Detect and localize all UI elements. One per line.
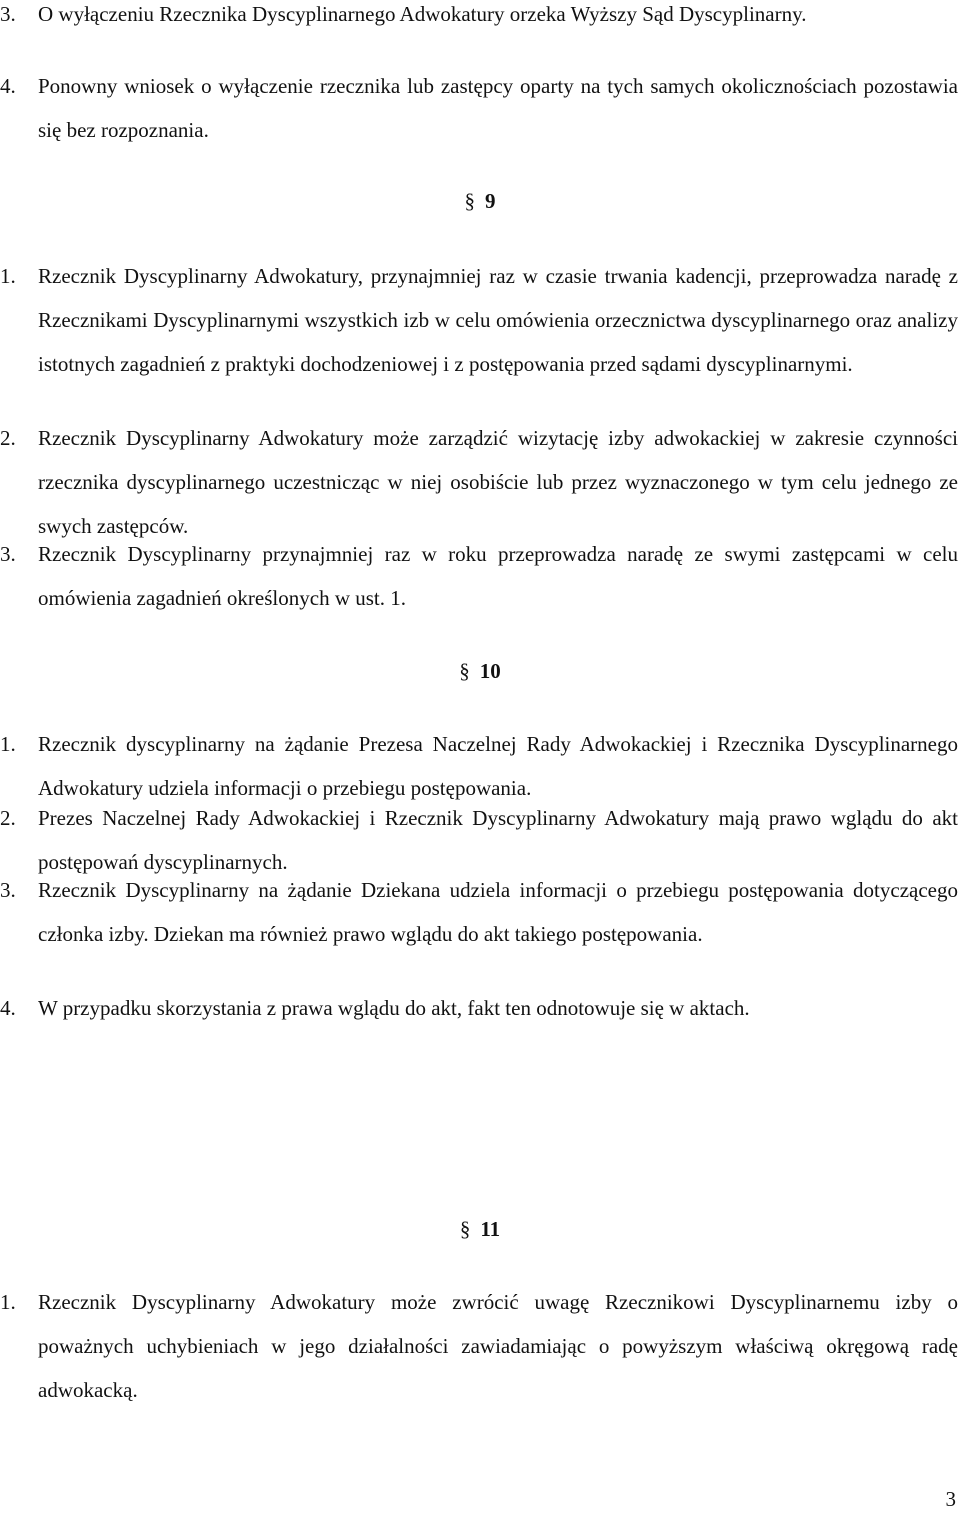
page-number: 3	[945, 1487, 956, 1511]
list-item	[0, 1280, 960, 1412]
item-text: Prezes Naczelnej Rady Adwokackiej i Rzecznik Dyscyplinarny Adwokatury mają prawo wglądu do akt postępowań dyscyplinarnych.	[38, 806, 958, 874]
list-item	[0, 64, 960, 152]
item-text: Ponowny wniosek o wyłączenie rzecznika lub zastępcy oparty na tych samych okolicznościach pozostawia się bez rozpoznania.	[38, 74, 958, 142]
item-number: 3.	[0, 878, 16, 902]
section-heading-11	[0, 1214, 960, 1244]
item-text: Rzecznik Dyscyplinarny Adwokatury, przynajmniej raz w czasie trwania kadencji, przeprowadza naradę z Rzecznikami Dyscyplinarnymi wszystkich izb w celu omówienia orzecznictwa dyscyplinarnego oraz analizy istotnych zagadnień z praktyki dochodzeniowej i z postępowania przed sądami dyscyplinarnymi.	[38, 264, 958, 376]
item-text: Rzecznik Dyscyplinarny przynajmniej raz w roku przeprowadza naradę ze swymi zastępcami w celu omówienia zagadnień określonych w ust. 1.	[38, 542, 958, 610]
list-item	[0, 416, 960, 548]
item-text: Rzecznik Dyscyplinarny Adwokatury może zarządzić wizytację izby adwokackiej w zakresie czynności rzecznika dyscyplinarnego uczestnicząc w niej osobiście lub przez wyznaczonego w tym celu jednego ze swych zastępców.	[38, 426, 958, 538]
item-number: 1.	[0, 264, 16, 288]
section-number: 11	[480, 1217, 501, 1241]
section-heading-9	[0, 186, 960, 216]
list-item	[0, 868, 960, 956]
item-text: W przypadku skorzystania z prawa wglądu do akt, fakt ten odnotowuje się w aktach.	[38, 996, 750, 1020]
item-number: 2.	[0, 806, 16, 830]
section-heading-10	[0, 656, 960, 686]
list-item	[0, 532, 960, 620]
list-item	[0, 254, 960, 386]
item-text: Rzecznik dyscyplinarny na żądanie Prezesa Naczelnej Rady Adwokackiej i Rzecznika Dyscyplinarnego Adwokatury udziela informacji o przebiegu postępowania.	[38, 732, 958, 800]
item-number: 2.	[0, 426, 16, 450]
section-symbol: §	[459, 1217, 471, 1241]
list-item	[0, 986, 960, 1030]
item-number: 1.	[0, 1290, 16, 1314]
section-symbol: §	[459, 659, 470, 683]
item-text: O wyłączeniu Rzecznika Dyscyplinarnego Adwokatury orzeka Wyższy Sąd Dyscyplinarny.	[38, 2, 807, 26]
list-item	[0, 0, 960, 36]
item-number: 1.	[0, 732, 16, 756]
section-symbol: §	[464, 189, 475, 213]
item-text: Rzecznik Dyscyplinarny Adwokatury może zwrócić uwagę Rzecznikowi Dyscyplinarnemu izby o poważnych uchybieniach w jego działalności zawiadamiając o powyższym właściwą okręgową radę adwokacką.	[38, 1290, 958, 1402]
item-number: 4.	[0, 996, 16, 1020]
item-number: 4.	[0, 74, 16, 98]
item-number: 3.	[0, 542, 16, 566]
item-number: 3.	[0, 2, 16, 26]
section-number: 10	[479, 659, 501, 683]
section-number: 9	[485, 189, 496, 213]
item-text: Rzecznik Dyscyplinarny na żądanie Dziekana udziela informacji o przebiegu postępowania dotyczącego członka izby. Dziekan ma również prawo wglądu do akt takiego postępowania.	[38, 878, 958, 946]
